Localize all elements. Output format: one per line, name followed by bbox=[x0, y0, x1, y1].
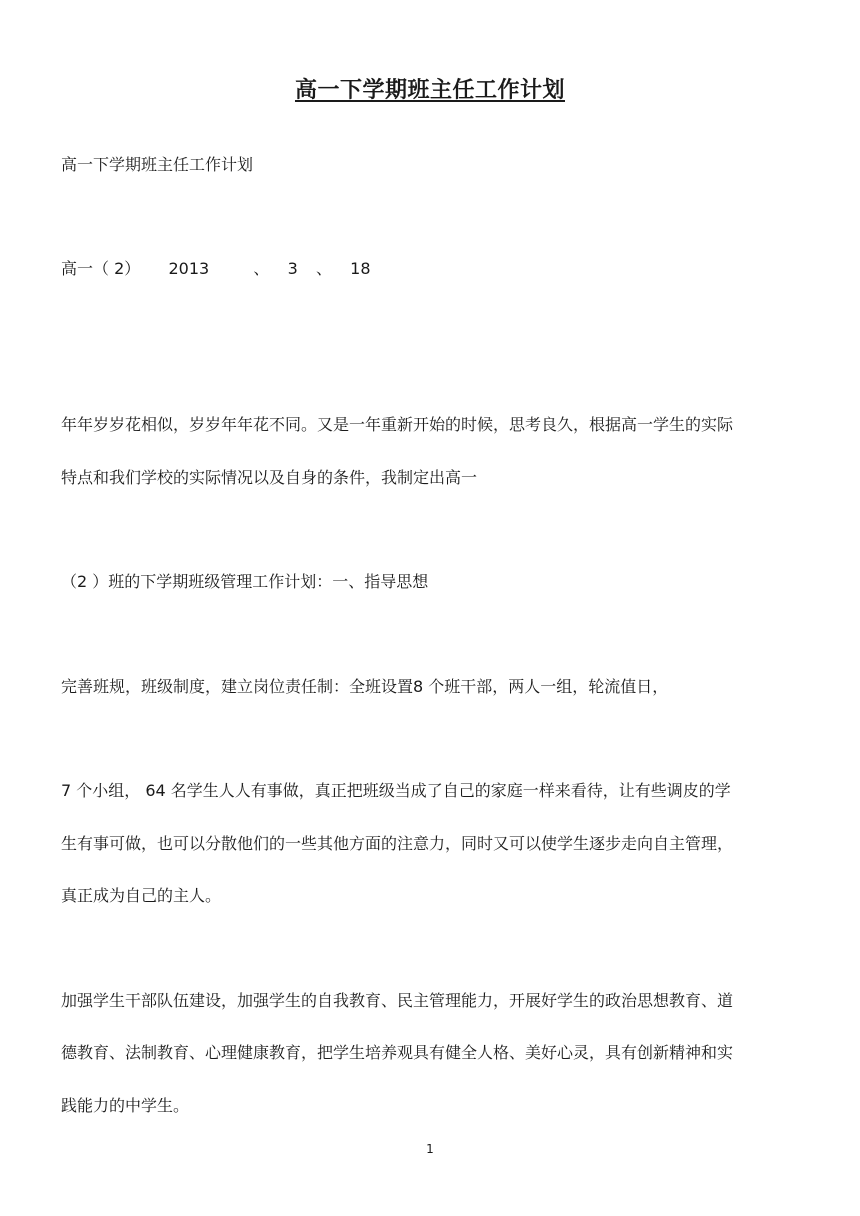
date-month: 3 bbox=[287, 259, 298, 278]
paragraph-5-line-1: 加强学生干部队伍建设，加强学生的自我教育、民主管理能力，开展好学生的政治思想教育、道 bbox=[61, 991, 734, 1010]
paragraph-4-line-1: 7 个小组， 64 名学生人人有事做，真正把班级当成了自己的家庭一样来看待，让有些调皮的学 bbox=[61, 781, 731, 800]
paragraph-4-line-3: 真正成为自己的主人。 bbox=[61, 886, 222, 905]
class-label: 高一（ 2） bbox=[61, 259, 141, 278]
paragraph-5-line-2: 德教育、法制教育、心理健康教育，把学生培养观具有健全人格、美好心灵，具有创新精神和实 bbox=[61, 1043, 734, 1062]
paragraph-4-line-2: 生有事可做，也可以分散他们的一些其他方面的注意力，同时又可以使学生逐步走向自主管理， bbox=[61, 834, 734, 853]
document-title: 高一下学期班主任工作计划 bbox=[294, 78, 565, 103]
page-number: 1 bbox=[426, 1142, 434, 1156]
date-year: 2013 bbox=[168, 259, 210, 278]
date-line bbox=[61, 259, 801, 279]
paragraph-2: （2 ）班的下学期班级管理工作计划：一、指导思想 bbox=[61, 572, 429, 591]
paragraph-3: 完善班规，班级制度，建立岗位责任制：全班设置8 个班干部，两人一组，轮流值日， bbox=[61, 677, 669, 696]
paragraph-1-line-1: 年年岁岁花相似，岁岁年年花不同。又是一年重新开始的时候，思考良久，根据高一学生的实际 bbox=[61, 415, 734, 434]
date-separator: 、 bbox=[315, 259, 332, 278]
date-day: 18 bbox=[350, 259, 371, 278]
paragraph-5-line-3: 践能力的中学生。 bbox=[61, 1096, 190, 1115]
paragraph-1-line-2: 特点和我们学校的实际情况以及自身的条件，我制定出高一 bbox=[61, 468, 478, 487]
document-subtitle: 高一下学期班主任工作计划 bbox=[61, 155, 254, 174]
date-separator: 、 bbox=[253, 259, 270, 278]
